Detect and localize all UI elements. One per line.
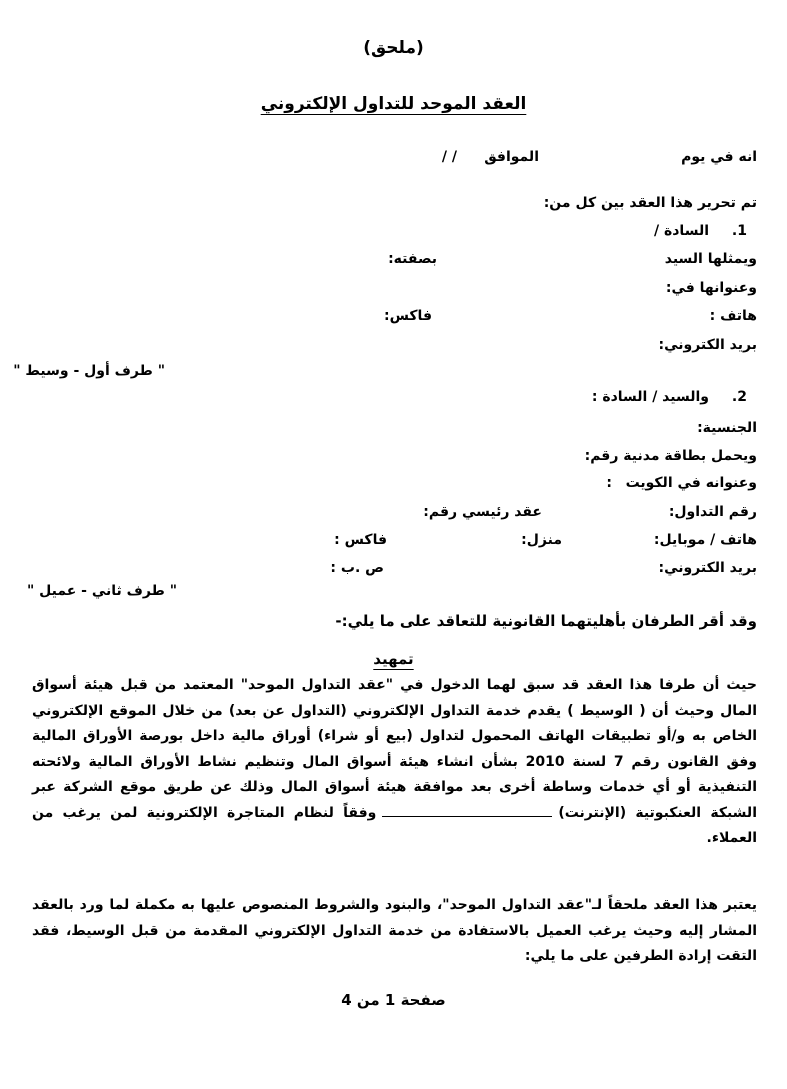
party-one-designation: " طرف أول - وسيط " (13, 363, 165, 379)
preamble-text-part1: حيث أن طرفا هذا العقد قد سبق لهما الدخول في "عقد التداول الموحد" المعتمد من قبل هيئة أسواق المال وحيث أن ( الوسيط ) يقدم خدمة التداول الإلكتروني (التداول عن بعد) من خلال الموقع الإلكتروني الخاص به و/أو تطبيقات الهاتف المحمول لتداول (بيع أو شراء) أوراق مالية داخل بورصة الأوراق المالية وفق القانون رقم 7 لسنة 2010 بشأن انشاء هيئة أسواق المال وتنظيم نشاط الأوراق المالية ولائحته التنفيذية أو أي خدمات وساطة أخرى بعد موافقة هيئة أسواق المال وذلك عن طريق موقع الشركة عبر الشبكة العنكبوتية (الإنترنت) (32, 677, 758, 821)
civil-id-label: ويحمل بطاقة مدنية رقم: (584, 448, 757, 464)
capacity-label: بصفته: (388, 251, 437, 267)
party-two-designation: " طرف ثاني - عميل " (26, 583, 177, 599)
party-one-phone-label: هاتف : (709, 308, 757, 324)
party-two-gentlemen-label: والسيد / السادة : (591, 389, 709, 405)
kuwait-address-colon: : (606, 475, 612, 491)
trading-number-label: رقم التداول: (668, 504, 757, 520)
day-label: انه في يوم (681, 149, 757, 165)
website-blank-line (382, 804, 552, 817)
document-title: العقد الموحد للتداول الإلكتروني (260, 94, 527, 114)
preamble-paragraph (32, 673, 757, 852)
capacity-statement: وقد أقر الطرفان بأهليتهما القانونية للتعاقد على ما يلي:- (335, 612, 757, 630)
party-one-number: 1. (731, 223, 747, 239)
corresponding-label: الموافق (484, 149, 539, 165)
party-two-number: 2. (731, 389, 747, 405)
closing-paragraph: يعتبر هذا العقد ملحقاً لـ"عقد التداول الموحد"، والبنود والشروط المنصوص عليها به مكملة لما ورد بالعقد المشار إليه وحيث يرغب العميل بالاستفادة من خدمة التداول الإلكتروني المقدمة من قبل الوسيط، فقد التقت إرادة الطرفين على ما يلي: (32, 897, 757, 964)
party-one-fax-label: فاكس: (384, 308, 432, 324)
date-slashes: / / (441, 149, 457, 165)
party-one-email-label: بريد الكتروني: (658, 337, 757, 353)
preamble-heading: تمهيد (373, 650, 414, 668)
main-contract-label: عقد رئيسي رقم: (423, 504, 542, 520)
party-one-address-label: وعنوانها في: (665, 280, 757, 296)
kuwait-address-label: وعنوانه في الكويت (625, 475, 757, 491)
home-label: منزل: (521, 532, 562, 548)
intro-line: تم تحرير هذا العقد بين كل من: (543, 195, 757, 211)
nationality-label: الجنسية: (697, 420, 757, 436)
page-number: صفحة 1 من 4 (341, 991, 446, 1009)
party-two-email-label: بريد الكتروني: (658, 560, 757, 576)
party-two-fax-label: فاكس : (334, 532, 387, 548)
annex-label: (ملحق) (363, 38, 424, 58)
phone-mobile-label: هاتف / موبايل: (653, 532, 757, 548)
represented-by-label: ويمثلها السيد (664, 251, 757, 267)
po-box-label: ص .ب : (330, 560, 384, 576)
party-one-gentlemen-label: السادة / (654, 223, 709, 239)
preamble-text-part2: وفقاً لنظام المتاجرة الإلكترونية لمن يرغب من العملاء. (32, 804, 757, 846)
